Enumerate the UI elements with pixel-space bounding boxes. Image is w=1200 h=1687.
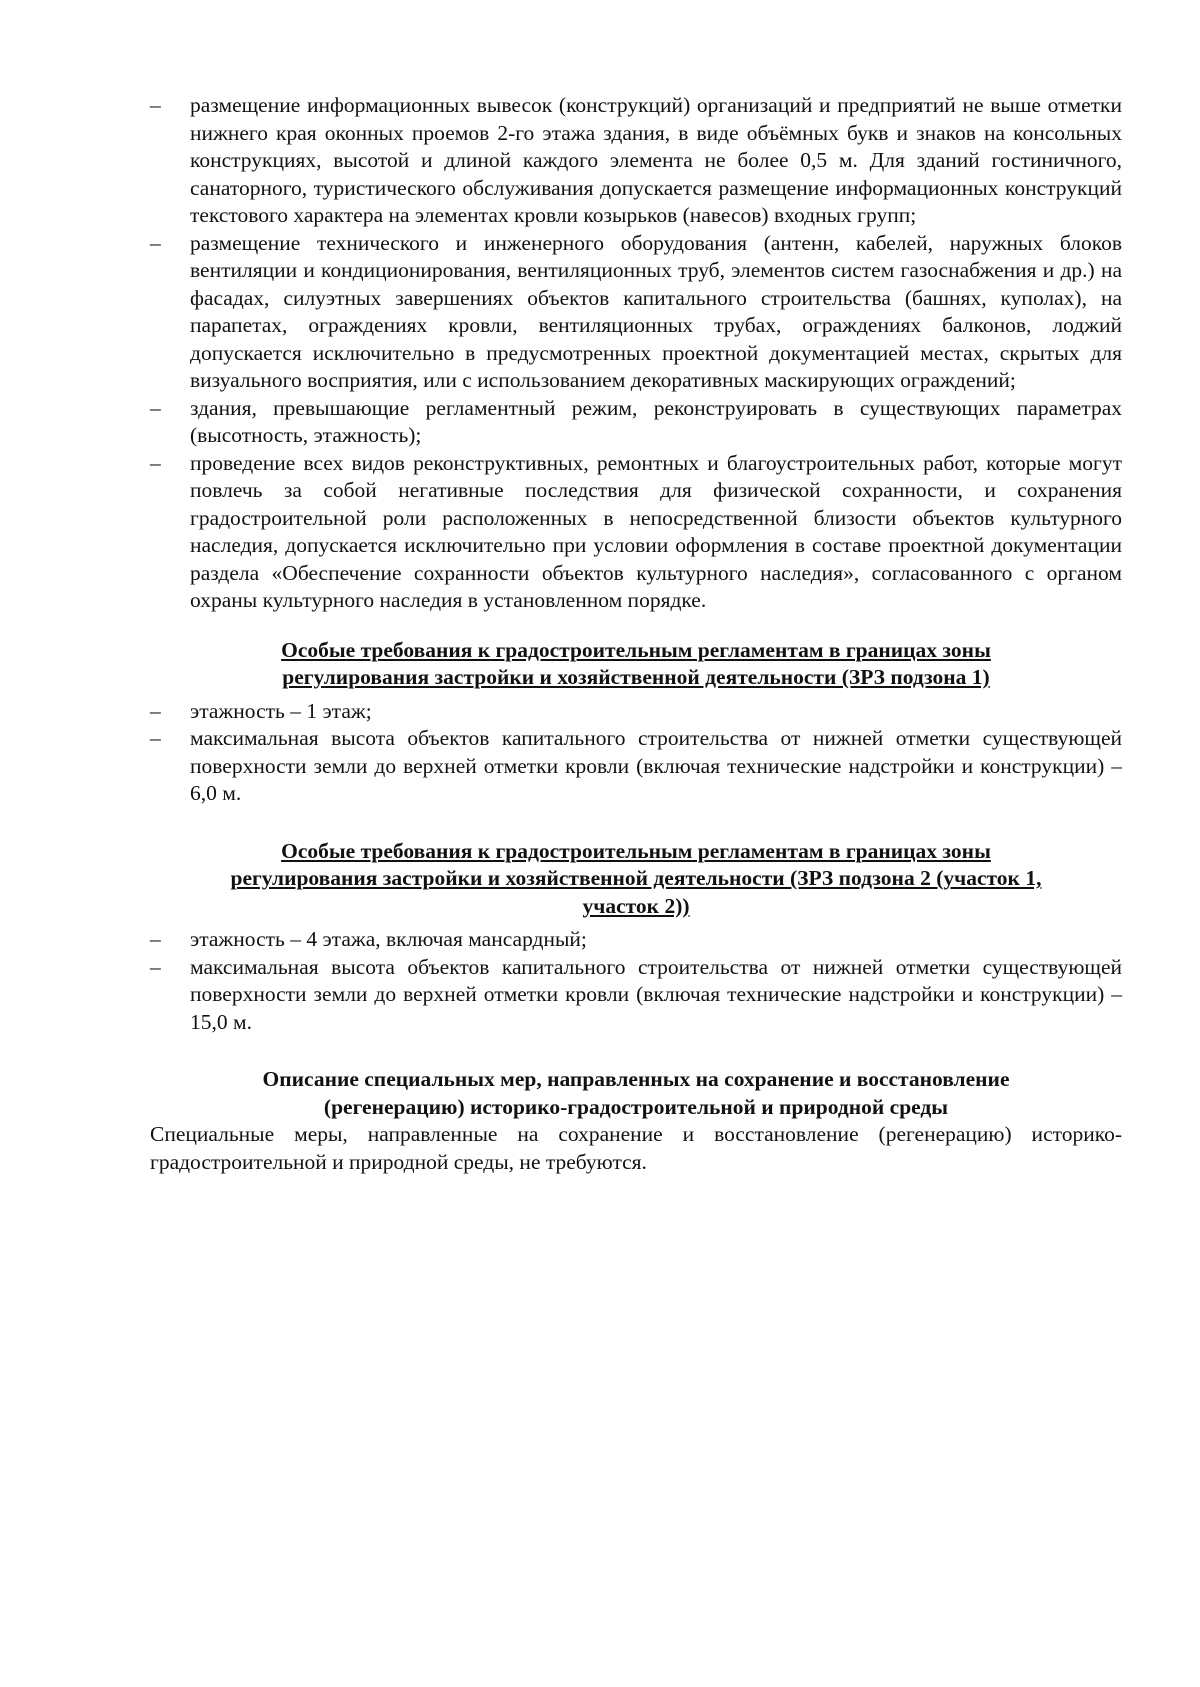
list-item (150, 954, 1122, 1037)
list-item-text: здания, превышающие регламентный режим, реконструировать в существующих параметрах (высотность, этажность); (190, 395, 1122, 447)
list-item (150, 395, 1122, 450)
section-1-heading-line-2: регулирования застройки и хозяйственной деятельности (ЗРЗ подзона 1) (282, 665, 990, 689)
list-item (150, 450, 1122, 615)
section-2-list (150, 926, 1122, 1036)
document-page (150, 92, 1122, 1176)
section-3-heading-line-1: Описание специальных мер, направленных на сохранение и восстановление (262, 1067, 1010, 1091)
section-2-heading-line-3: участок 2)) (582, 893, 690, 918)
list-item (150, 698, 1122, 726)
list-item-text: максимальная высота объектов капитального строительства от нижней отметки существующей поверхности земли до верхней отметки кровли (включая технические надстройки и конструкции) – 6,0 м. (190, 726, 1122, 805)
dash-marker: – (150, 927, 161, 951)
section-1-list (150, 698, 1122, 808)
list-item-text: максимальная высота объектов капитального строительства от нижней отметки существующей поверхности земли до верхней отметки кровли (включая технические надстройки и конструкции) – 15,0 м. (190, 954, 1122, 1034)
dash-marker: – (150, 93, 161, 117)
section-1-heading (150, 637, 1122, 692)
section-2-heading (150, 838, 1122, 921)
list-item (150, 926, 1122, 954)
section-3-paragraph: Специальные меры, направленные на сохранение и восстановление (регенерацию) историко-градостроительной и природной среды, не требуются. (150, 1122, 1122, 1174)
dash-marker: – (150, 450, 161, 475)
dash-marker: – (150, 726, 161, 750)
list-item (150, 92, 1122, 230)
list-item-text: размещение технического и инженерного оборудования (антенн, кабелей, наружных блоков вентиляции и кондиционирования, вентиляционных труб, элементов систем газоснабжения и др.) на фасадах, силуэтных завершениях объектов капитального строительства (башнях, куполах), на парапетах, ограждениях кровли, вентиляционных трубах, ограждениях балконов, лоджий допускается исключительно в предусмотренных проектной документацией местах, скрытых для визуального восприятия, или с использованием декоративных маскирующих ограждений; (190, 230, 1122, 392)
list-item (150, 230, 1122, 395)
section-3-heading (150, 1066, 1122, 1121)
dash-marker: – (150, 954, 161, 979)
dash-marker: – (150, 230, 161, 255)
section-1-heading-line-1: Особые требования к градостроительным регламентам в границах зоны (281, 637, 991, 662)
section-2-heading-line-1: Особые требования к градостроительным регламентам в границах зоны (281, 838, 991, 863)
list-item-text: размещение информационных вывесок (конструкций) организаций и предприятий не выше отметки нижнего края оконных проемов 2-го этажа здания, в виде объёмных букв и знаков на консольных конструкциях, высотой и длиной каждого элемента не более 0,5 м. Для зданий гостиничного, санаторного, туристического обслуживания допускается размещение информационных конструкций текстового характера на элементах кровли козырьков (навесов) входных групп; (190, 93, 1122, 227)
list-item (150, 725, 1122, 808)
list-item-text: этажность – 4 этажа, включая мансардный; (190, 927, 587, 951)
list-item-text: этажность – 1 этаж; (190, 698, 372, 723)
list-item-text: проведение всех видов реконструктивных, ремонтных и благоустроительных работ, которые могут повлечь за собой негативные последствия для физической сохранности, и сохранения градостроительной роли расположенных в непосредственной близости объектов культурного наследия, допускается исключительно при условии оформления в составе проектной документации раздела «Обеспечение сохранности объектов культурного наследия», согласованного с органом охраны культурного наследия в установленном порядке. (190, 450, 1122, 612)
intro-restrictions-list (150, 92, 1122, 615)
dash-marker: – (150, 395, 161, 420)
section-2-heading-line-2: регулирования застройки и хозяйственной деятельности (ЗРЗ подзона 2 (участок 1, (230, 866, 1042, 890)
section-3-heading-line-2: (регенерацию) историко-градостроительной и природной среды (323, 1094, 949, 1119)
dash-marker: – (150, 698, 161, 723)
